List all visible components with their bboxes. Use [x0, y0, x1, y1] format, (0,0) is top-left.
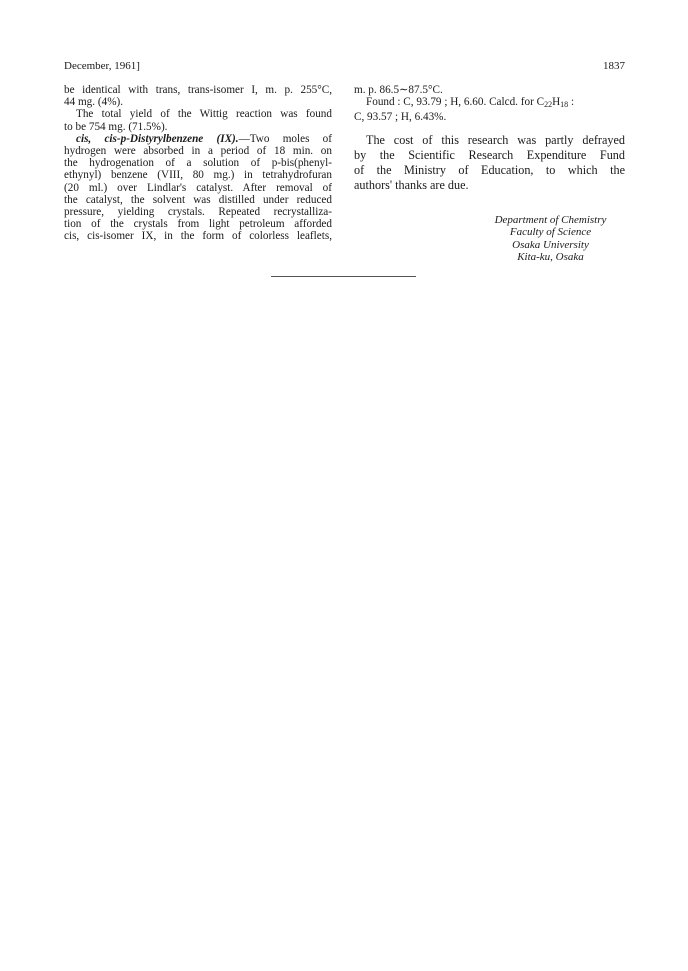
formula-subscript: 18	[560, 100, 569, 110]
analysis-found: Found : C, 93.79 ; H, 6.60. Calcd. for C	[366, 96, 545, 109]
body-line: cis, cis-isomer IX, in the form of colorless leaflets,	[64, 230, 332, 243]
left-column	[64, 84, 332, 243]
formula-subscript: 22	[544, 100, 553, 110]
ack-line: authors' thanks are due.	[354, 177, 469, 192]
affiliation-university: Osaka University	[512, 238, 589, 251]
yield-line: to be 754 mg. (71.5%).	[64, 120, 168, 133]
analysis-calcd: C, 93.57 ; H, 6.43%.	[354, 111, 447, 124]
journal-date: December, 1961]	[64, 60, 140, 72]
body-line: the catalyst, the solvent was distilled under reduced	[64, 193, 332, 206]
end-of-article-rule	[271, 276, 416, 277]
body-line: the hydrogenation of a solution of p-bis(phenyl-	[64, 157, 332, 170]
page-number: 1837	[603, 60, 625, 72]
section-heading-line	[64, 133, 332, 145]
acknowledgement	[354, 133, 625, 193]
continuation-line: 44 mg. (4%).	[64, 96, 124, 109]
body-line: pressure, yielding crystals. Repeated recrystalliza-	[64, 206, 332, 219]
ack-line: of the Ministry of Education, to which the	[354, 162, 625, 177]
ack-line: The cost of this research was partly defrayed	[366, 132, 625, 147]
continuation-line: be identical with trans, trans-isomer I, m. p. 255°C,	[64, 84, 332, 96]
yield-line: The total yield of the Wittig reaction was found	[76, 108, 332, 121]
affiliation	[354, 214, 625, 264]
affiliation-department: Department of Chemistry	[494, 213, 607, 226]
body-line: hydrogen were absorbed in a period of 18 min. on	[64, 145, 332, 158]
analysis-colon: :	[568, 96, 575, 109]
right-column	[354, 84, 625, 264]
affiliation-faculty: Faculty of Science	[509, 226, 592, 239]
melting-point-line: m. p. 86.5∼87.5°C.	[354, 84, 443, 96]
body-line: ethynyl) benzene (VIII, 80 mg.) in tetrahydrofuran	[64, 169, 332, 182]
ack-line: by the Scientific Research Expenditure Fund	[354, 147, 625, 162]
body-line: (20 ml.) over Lindlar's catalyst. After removal of	[64, 181, 332, 194]
section-dash-text: —Two moles of	[238, 132, 332, 145]
affiliation-city: Kita-ku, Osaka	[517, 251, 584, 264]
running-header	[64, 60, 625, 76]
section-heading: cis, cis-p-Distyrylbenzene (IX).	[76, 132, 239, 145]
body-line: tion of the crystals from light petroleum afforded	[64, 218, 332, 231]
formula-element: H	[552, 96, 561, 109]
analysis-line	[354, 96, 625, 111]
